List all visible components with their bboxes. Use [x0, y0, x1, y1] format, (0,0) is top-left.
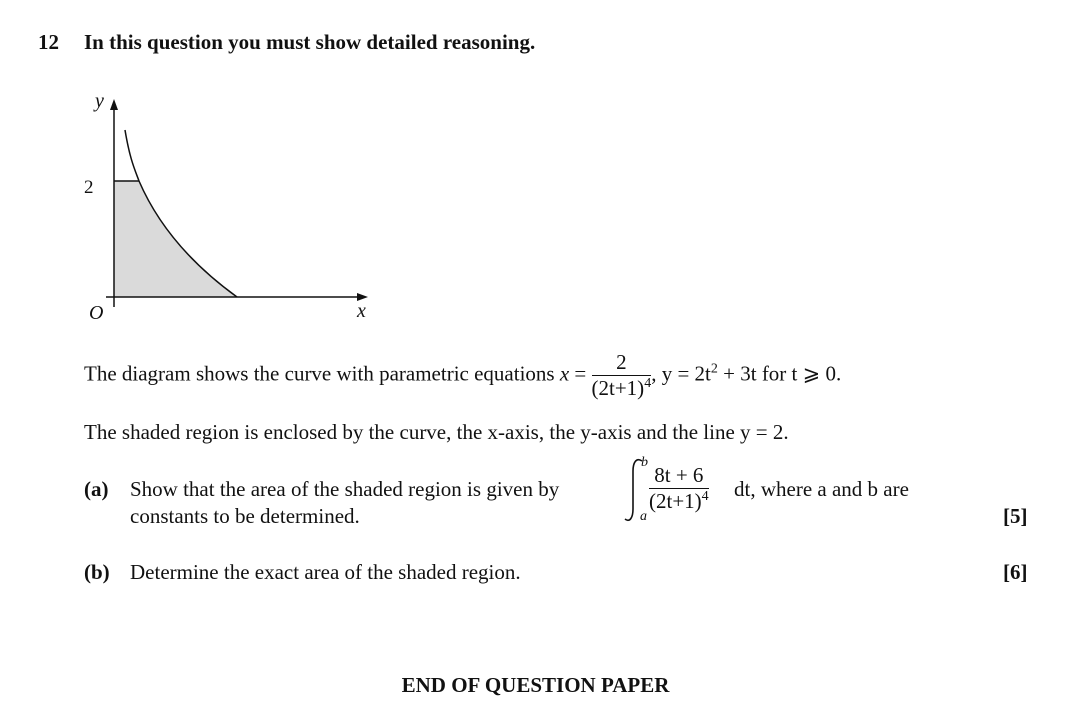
- intro-line: [84, 352, 841, 399]
- part-a-text-line2: constants to be determined.: [130, 504, 360, 528]
- question-number: 12: [38, 30, 59, 54]
- shaded-region: [114, 181, 237, 297]
- question-heading: In this question you must show detailed reasoning.: [84, 30, 536, 54]
- differential: dt: [734, 477, 751, 501]
- integral-tail: [734, 479, 909, 500]
- integrand-numerator: 8t + 6: [649, 465, 709, 489]
- y-power: 2: [710, 361, 718, 377]
- x-fraction: [592, 352, 652, 399]
- x-variable: x: [559, 361, 570, 386]
- curve-diagram: [80, 85, 380, 330]
- integrand-denominator-power: 4: [701, 489, 709, 504]
- x-denominator-power: 4: [644, 376, 652, 391]
- part-b-marks: [6]: [1003, 560, 1028, 584]
- integral-upper-limit: b: [641, 455, 648, 470]
- region-description: The shaded region is enclosed by the curve, the x-axis, the y-axis and the line y = 2.: [84, 420, 789, 444]
- y-equation: , y = 2t: [651, 361, 711, 386]
- equals-sign: =: [574, 361, 587, 386]
- intro-text: The diagram shows the curve with parametric equations: [84, 361, 555, 386]
- origin-label: O: [89, 302, 104, 324]
- y-tick-label: 2: [84, 177, 94, 198]
- end-of-paper: END OF QUESTION PAPER: [401, 673, 670, 697]
- integral-expression: [622, 455, 734, 525]
- x-numerator: 2: [592, 352, 652, 376]
- integrand-fraction: [649, 465, 709, 512]
- y-axis-arrow: [110, 99, 118, 110]
- part-b-label: (b): [84, 560, 110, 584]
- part-a-text: Show that the area of the shaded region is given by: [130, 477, 560, 501]
- integral-lower-limit: a: [640, 509, 647, 524]
- part-a-text-after: , where a and b are: [750, 477, 909, 501]
- part-a-label: (a): [84, 477, 109, 501]
- condition: for t ⩾ 0.: [761, 361, 842, 386]
- x-denominator: (2t+1): [591, 376, 645, 400]
- y-axis-label: y: [95, 90, 104, 112]
- x-axis-label: x: [357, 300, 366, 322]
- integrand-denominator: (2t+1): [649, 489, 702, 513]
- part-a-marks: [5]: [1003, 504, 1028, 528]
- part-b-text: Determine the exact area of the shaded region.: [130, 560, 521, 584]
- y-equation-suffix: + 3t: [717, 361, 757, 386]
